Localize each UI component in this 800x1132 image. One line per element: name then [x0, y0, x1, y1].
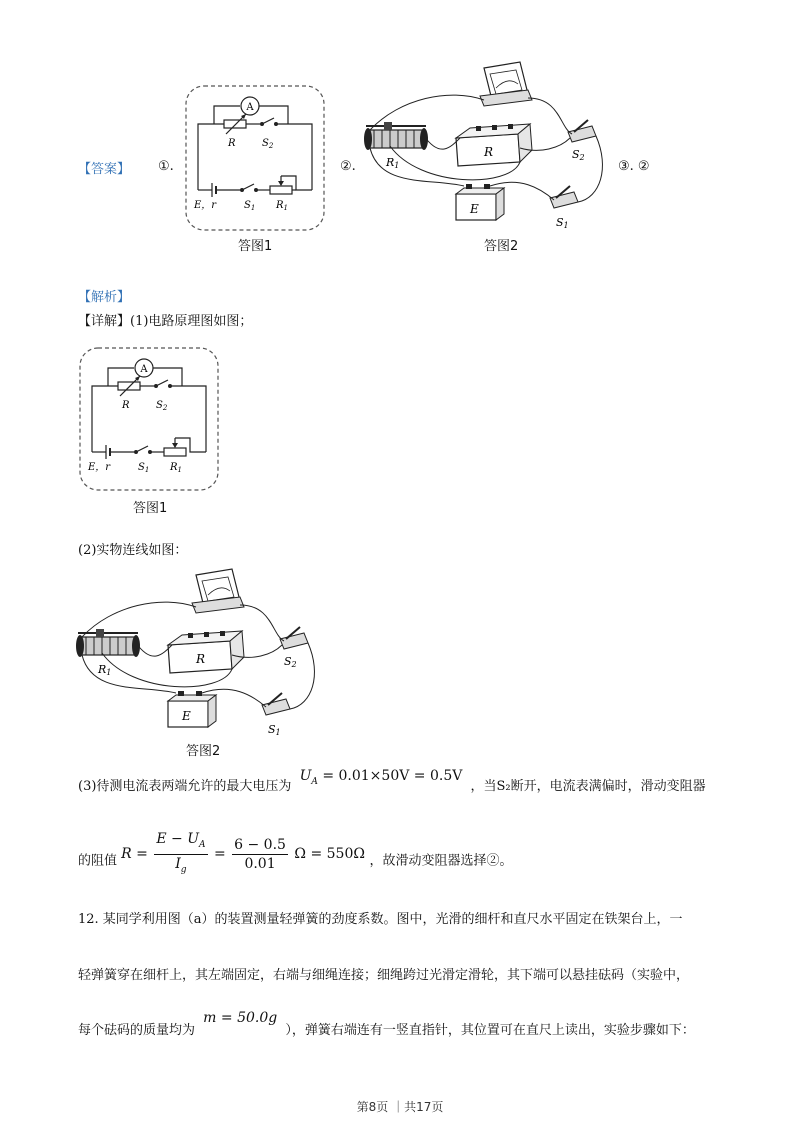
svg-text:R1 — [385, 156, 399, 170]
svg-text:R1 — [169, 462, 182, 474]
circuit-diagram-answer — [184, 84, 326, 234]
step1-text: (1)电路原理图如图； — [130, 314, 253, 329]
question12-line1: 12. 某同学利用图（a）的装置测量轻弹簧的劲度系数。图中，光滑的细杆和直尺水平固定在铁架台上，一 — [78, 912, 683, 927]
step4-num1-sub: A — [199, 839, 206, 850]
svg-text:S2 — [572, 148, 585, 162]
ammeter-label-2: A — [140, 364, 148, 375]
battery-label: E，r — [194, 200, 217, 211]
circuit-diagram-analysis — [78, 346, 220, 494]
step3-prefix: (3)待测电流表两端允许的最大电压为 — [78, 779, 292, 794]
step3-formula — [299, 768, 463, 787]
step3-formula-sub: A — [311, 776, 318, 787]
rheostat-R1-label: R — [276, 200, 284, 211]
battery-label-2: E，r — [88, 462, 111, 473]
svg-text:S2 — [284, 655, 297, 669]
detail-prefix: 【详解】 — [78, 314, 131, 329]
detail-line — [78, 312, 252, 332]
wiring2-S1-label: S — [268, 723, 276, 736]
step4-result: Ω = 550Ω — [294, 846, 365, 863]
wiring-R1-sub: 1 — [394, 161, 400, 170]
page-footer: 第8页 ｜共17页 — [356, 1100, 444, 1114]
answer-marker-3: ③. ② — [618, 159, 650, 174]
step2-text: (2)实物连线如图： — [78, 543, 188, 558]
wiring2-S2-label: S — [284, 655, 292, 668]
wiring-S2-sub: 2 — [579, 153, 585, 162]
step4-suffix: ，故滑动变阻器选择②。 — [369, 853, 513, 869]
wiring2-S1-sub: 1 — [275, 728, 281, 737]
wiring-S1-sub: 1 — [563, 221, 569, 230]
step3-suffix: ，当S₂断开，电流表满偏时，滑动变阻器 — [470, 779, 706, 794]
svg-text:S1 — [138, 462, 149, 474]
wiring2-R-label: R — [196, 652, 206, 666]
svg-text:S2 — [262, 138, 274, 150]
step3-line — [78, 768, 706, 802]
wiring2-R1-sub: 1 — [106, 668, 112, 677]
step4-num1: E − U — [156, 831, 199, 847]
wiring-R-label: R — [484, 145, 494, 159]
step4-R: R = — [121, 846, 148, 863]
rheostat-R1-sub-2: 1 — [177, 466, 182, 474]
svg-text:S1 — [244, 200, 255, 212]
svg-text:R1 — [97, 663, 111, 677]
switch-S2-sub: 2 — [268, 142, 274, 150]
switch-S2-label: S — [262, 138, 269, 149]
switch-S1-sub-2: 1 — [144, 466, 150, 474]
answer-figure2-caption: 答图2 — [484, 239, 519, 254]
step3-formula-rhs: = 0.01×50V = 0.5V — [322, 768, 463, 784]
wiring2-E-label: E — [182, 709, 191, 723]
rheostat-R1-label-2: R — [170, 462, 178, 473]
step4-fraction-1 — [154, 830, 207, 879]
ammeter-label: A — [246, 102, 254, 113]
answer-figure1-caption: 答图1 — [238, 239, 273, 254]
wiring-diagram-answer — [360, 58, 612, 236]
step3-formula-U: U — [299, 768, 312, 784]
switch-S2-sub-2: 2 — [162, 404, 168, 412]
step4-prefix: 的阻值 — [78, 853, 118, 869]
answer-tag: 【答案】 — [78, 162, 131, 177]
analysis-figure2-caption: 答图2 — [186, 744, 221, 759]
wiring-S1-label: S — [556, 216, 564, 229]
question12-line2: 轻弹簧穿在细杆上，其左端固定，右端与细绳连接；细绳跨过光滑定滑轮，其下端可以悬挂砝码（实验中， — [78, 968, 690, 983]
question12-line3-suffix: ），弹簧右端连有一竖直指针，其位置可在直尺上读出，实验步骤如下： — [285, 1023, 695, 1038]
svg-text:S1 — [268, 723, 281, 737]
rheostat-R1-sub: 1 — [283, 204, 288, 212]
answer-marker-2: ②. — [340, 159, 356, 174]
resistor-R-label-2: R — [122, 400, 130, 411]
step4-line — [78, 831, 513, 885]
step4-den1: I — [175, 855, 181, 872]
step4-den1-sub: g — [180, 864, 187, 875]
switch-S1-label: S — [244, 200, 251, 211]
answer-marker-1: ①. — [158, 159, 174, 174]
step4-num2: 6 − 0.5 — [234, 836, 286, 853]
wiring-diagram-analysis — [72, 565, 324, 743]
wiring2-S2-sub: 2 — [291, 660, 297, 669]
step4-formula: R = $\frac{E - U_A}{I_g}$ = $\frac{6 - 0.5}{0.01}$ Ω = 550Ω — [121, 846, 369, 862]
wiring-E-label: E — [470, 202, 479, 216]
switch-S1-sub: 1 — [250, 204, 256, 212]
svg-text:S2 — [156, 400, 168, 412]
switch-S2-label-2: S — [156, 400, 163, 411]
question12-mass-formula: m = 50.0g — [203, 1010, 278, 1026]
resistor-R-label: R — [228, 138, 236, 149]
wiring-R1-label: R — [386, 156, 395, 169]
svg-text:S1 — [556, 216, 569, 230]
wiring2-R1-label: R — [98, 663, 107, 676]
svg-text:R1 — [275, 200, 288, 212]
analysis-tag: 【解析】 — [78, 290, 131, 305]
step4-fraction-2 — [232, 836, 288, 873]
step4-den2: 0.01 — [244, 855, 276, 872]
switch-S1-label-2: S — [138, 462, 145, 473]
question12-line3 — [78, 1010, 695, 1041]
question12-line3-prefix: 每个砝码的质量均为 — [78, 1023, 196, 1038]
wiring-S2-label: S — [572, 148, 580, 161]
analysis-figure1-caption: 答图1 — [133, 501, 168, 516]
